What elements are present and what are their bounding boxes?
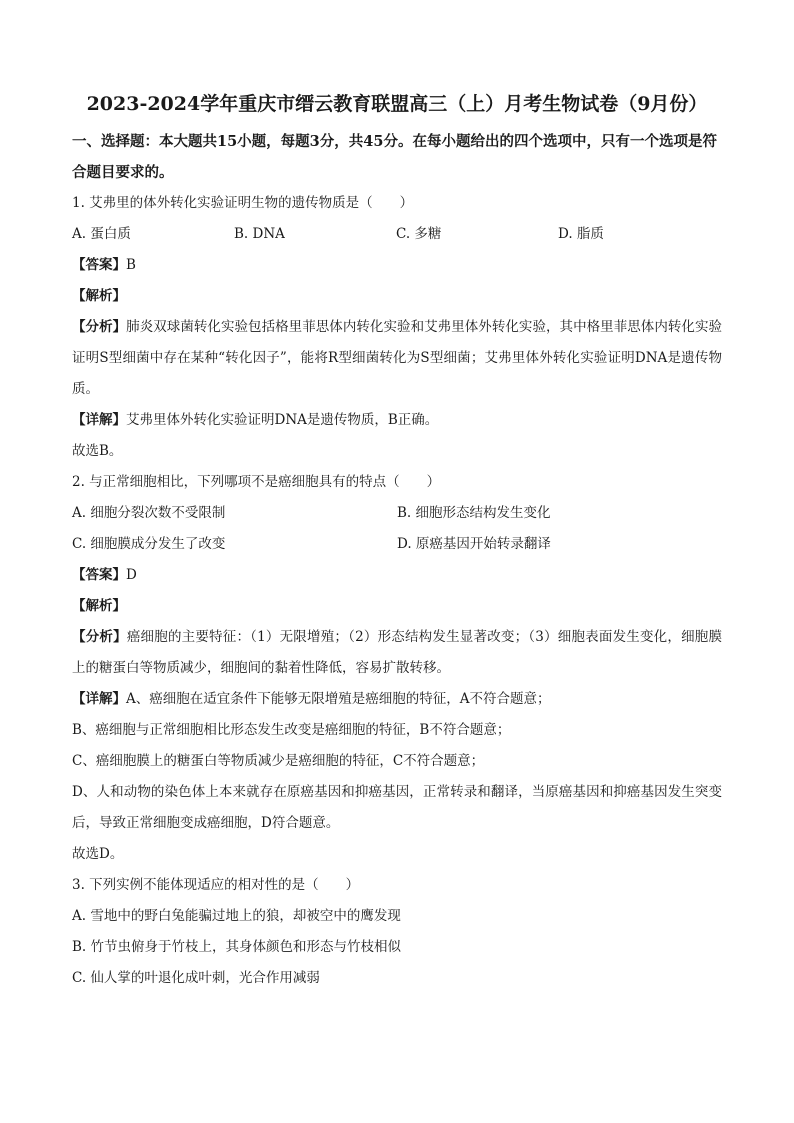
- exam-page: [72, 86, 722, 994]
- question-2-conclusion: 故选D。: [72, 846, 124, 862]
- question-3-option-a: A. 雪地中的野白兔能骗过地上的狼，却被空中的鹰发现: [72, 908, 401, 924]
- section-heading: 一、选择题：本大题共15小题，每题3分，共45分。在每小题给出的四个选项中，只有一个选项是符合题目要求的。: [72, 133, 717, 181]
- fenxi-label: 【分析】: [72, 629, 127, 645]
- question-1-option-d: D. 脂质: [558, 226, 604, 242]
- question-3-option-c: C. 仙人掌的叶退化成叶刺，光合作用减弱: [72, 970, 320, 986]
- question-2-xiangjie-b: B、癌细胞与正常细胞相比形态发生改变是癌细胞的特征，B不符合题意；: [72, 722, 511, 738]
- question-2-option-d: D. 原癌基因开始转录翻译: [397, 536, 551, 552]
- fenxi-text: 肺炎双球菌转化实验包括格里菲思体内转化实验和艾弗里体外转化实验，其中格里菲思体内转化实验证明S型细菌中存在某种“转化因子”，能将R型细菌转化为S型细菌；艾弗里体外转化实验证明DNA是遗传物质。: [72, 319, 723, 397]
- question-2-option-b: B. 细胞形态结构发生变化: [397, 505, 551, 521]
- xiangjie-text: A、癌细胞在适宜条件下能够无限增殖是癌细胞的特征，A不符合题意；: [126, 691, 551, 707]
- question-2-xiangjie-c: C、癌细胞膜上的糖蛋白等物质减少是癌细胞的特征，C不符合题意；: [72, 753, 485, 769]
- answer-label: 【答案】: [72, 567, 126, 583]
- question-2-options-row-2: [72, 529, 722, 560]
- xiangjie-label: 【详解】: [72, 412, 126, 428]
- question-1-stem: 1. 艾弗里的体外转化实验证明生物的遗传物质是（ ）: [72, 195, 414, 211]
- question-2-analysis-label: 【解析】: [72, 598, 126, 614]
- answer-value: D: [126, 567, 137, 583]
- answer-value: B: [126, 257, 136, 273]
- fenxi-label: 【分析】: [72, 319, 127, 335]
- page-title: 2023-2024学年重庆市缙云教育联盟高三（上）月考生物试卷（9月份）: [86, 93, 708, 115]
- question-2-options-row-1: [72, 498, 722, 529]
- fenxi-text: 癌细胞的主要特征：（1）无限增殖；（2）形态结构发生显著改变；（3）细胞表面发生变化，细胞膜上的糖蛋白等物质减少，细胞间的黏着性降低，容易扩散转移。: [72, 629, 722, 676]
- xiangjie-text: 艾弗里体外转化实验证明DNA是遗传物质，B正确。: [126, 412, 439, 428]
- question-1-option-c: C. 多糖: [396, 226, 442, 242]
- question-3-option-b: B. 竹节虫俯身于竹枝上，其身体颜色和形态与竹枝相似: [72, 939, 402, 955]
- question-1-option-a: A. 蛋白质: [72, 226, 131, 242]
- question-1-options: [72, 219, 722, 250]
- question-1-conclusion: 故选B。: [72, 443, 123, 459]
- question-1-answer: [72, 250, 722, 281]
- question-1-fenxi: [72, 312, 722, 405]
- question-3-stem: 3. 下列实例不能体现适应的相对性的是（ ）: [72, 877, 360, 893]
- question-2-xiangjie-a: [72, 684, 722, 715]
- answer-label: 【答案】: [72, 257, 126, 273]
- question-1-option-b: B. DNA: [234, 226, 285, 242]
- question-2-stem: 2. 与正常细胞相比，下列哪项不是癌细胞具有的特点（ ）: [72, 474, 441, 490]
- question-2-xiangjie-d: D、人和动物的染色体上本来就存在原癌基因和抑癌基因，正常转录和翻译，当原癌基因和抑癌基因发生突变后，导致正常细胞变成癌细胞，D符合题意。: [72, 784, 722, 831]
- question-1-analysis-label: 【解析】: [72, 288, 126, 304]
- question-2-answer: [72, 560, 722, 591]
- xiangjie-label: 【详解】: [72, 691, 126, 707]
- question-2-option-c: C. 细胞膜成分发生了改变: [72, 536, 226, 552]
- question-2-fenxi: [72, 622, 722, 684]
- question-2-option-a: A. 细胞分裂次数不受限制: [72, 505, 226, 521]
- question-1-xiangjie: [72, 405, 722, 436]
